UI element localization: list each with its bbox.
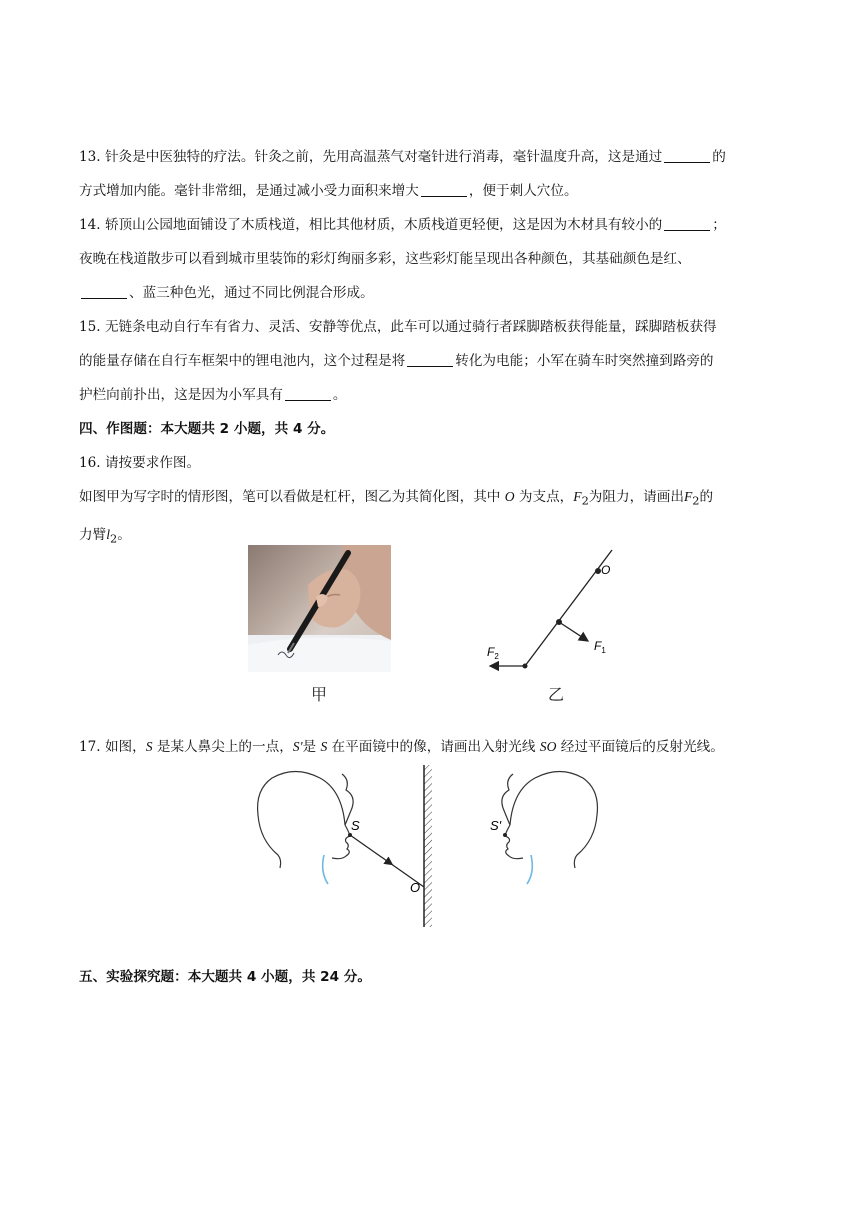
q14-line1: 14. 轿顶山公园地面铺设了木质栈道，相比其他材质，木质栈道更轻便，这是因为木材具有较小的 ； <box>79 217 726 233</box>
q16-title: 16. 请按要求作图。 <box>79 455 201 471</box>
answer-blank[interactable] <box>664 148 710 163</box>
label-f1: $F_1$ <box>594 639 606 655</box>
label-o-mirror: O <box>410 880 421 895</box>
label-s: S <box>351 818 360 833</box>
label-o: O <box>601 563 611 577</box>
label-f2: $F_2$ <box>487 645 499 661</box>
writing-hand-illustration <box>248 545 391 672</box>
q16-line1: 如图甲为写字时的情形图，笔可以看做是杠杆，图乙为其简化图，其中 O 为支点，$F_2$为阻力，请画出$F_2$的 <box>79 489 714 508</box>
right-head-outline <box>502 772 598 869</box>
q15-line1: 15. 无链条电动自行车有省力、灵活、安静等优点，此车可以通过骑行者踩脚踏板获得能量，踩脚踏板获得 <box>79 319 717 335</box>
answer-blank[interactable] <box>81 284 127 299</box>
label-s-prime: S' <box>490 818 502 833</box>
question-block <box>79 140 784 555</box>
left-head-outline <box>258 772 354 869</box>
writing-hand-photo <box>248 545 391 672</box>
lever-diagram <box>470 540 630 675</box>
q13-line2: 方式增加内能。毫针非常细，是通过减小受力面积来增大 ，便于刺人穴位。 <box>79 183 578 199</box>
q13-line1: 13. 针灸是中医独特的疗法。针灸之前，先用高温蒸气对毫针进行消毒，毫针温度升高，这是通过 的 <box>79 149 726 165</box>
mirror-diagram <box>250 760 620 935</box>
q17-text: 17. 如图，S 是某人鼻尖上的一点，S'是 S 在平面镜中的像，请画出入射光线 SO 经过平面镜后的反射光线。 <box>79 739 724 755</box>
section-heading-5: 五、实验探究题：本大题共 4 小题，共 24 分。 <box>79 969 371 985</box>
force-arrow-f1 <box>559 622 588 641</box>
q16-line2: 力臂$l_2$。 <box>79 526 131 546</box>
left-neck <box>323 855 328 884</box>
figure-caption-jia: 甲 <box>311 685 328 704</box>
q15-line3: 护栏向前扑出，这是因为小军具有 。 <box>79 387 347 403</box>
right-neck <box>527 855 532 884</box>
figure-caption-yi: 乙 <box>548 685 565 704</box>
answer-blank[interactable] <box>407 352 453 367</box>
answer-blank[interactable] <box>664 216 710 231</box>
mirror-hatching <box>424 765 432 927</box>
answer-blank[interactable] <box>421 182 467 197</box>
q14-line2: 夜晚在栈道散步可以看到城市里装饰的彩灯绚丽多彩，这些彩灯能呈现出各种颜色，其基础颜色是红、 <box>79 251 691 267</box>
q15-line2: 的能量存储在自行车框架中的锂电池内，这个过程是将 转化为电能；小军在骑车时突然撞到路旁的 <box>79 353 714 369</box>
point-s-prime <box>503 833 507 837</box>
answer-blank[interactable] <box>285 386 331 401</box>
q14-line3: 、蓝三种色光，通过不同比例混合形成。 <box>79 276 784 310</box>
section-heading-4: 四、作图题：本大题共 2 小题，共 4 分。 <box>79 421 335 437</box>
